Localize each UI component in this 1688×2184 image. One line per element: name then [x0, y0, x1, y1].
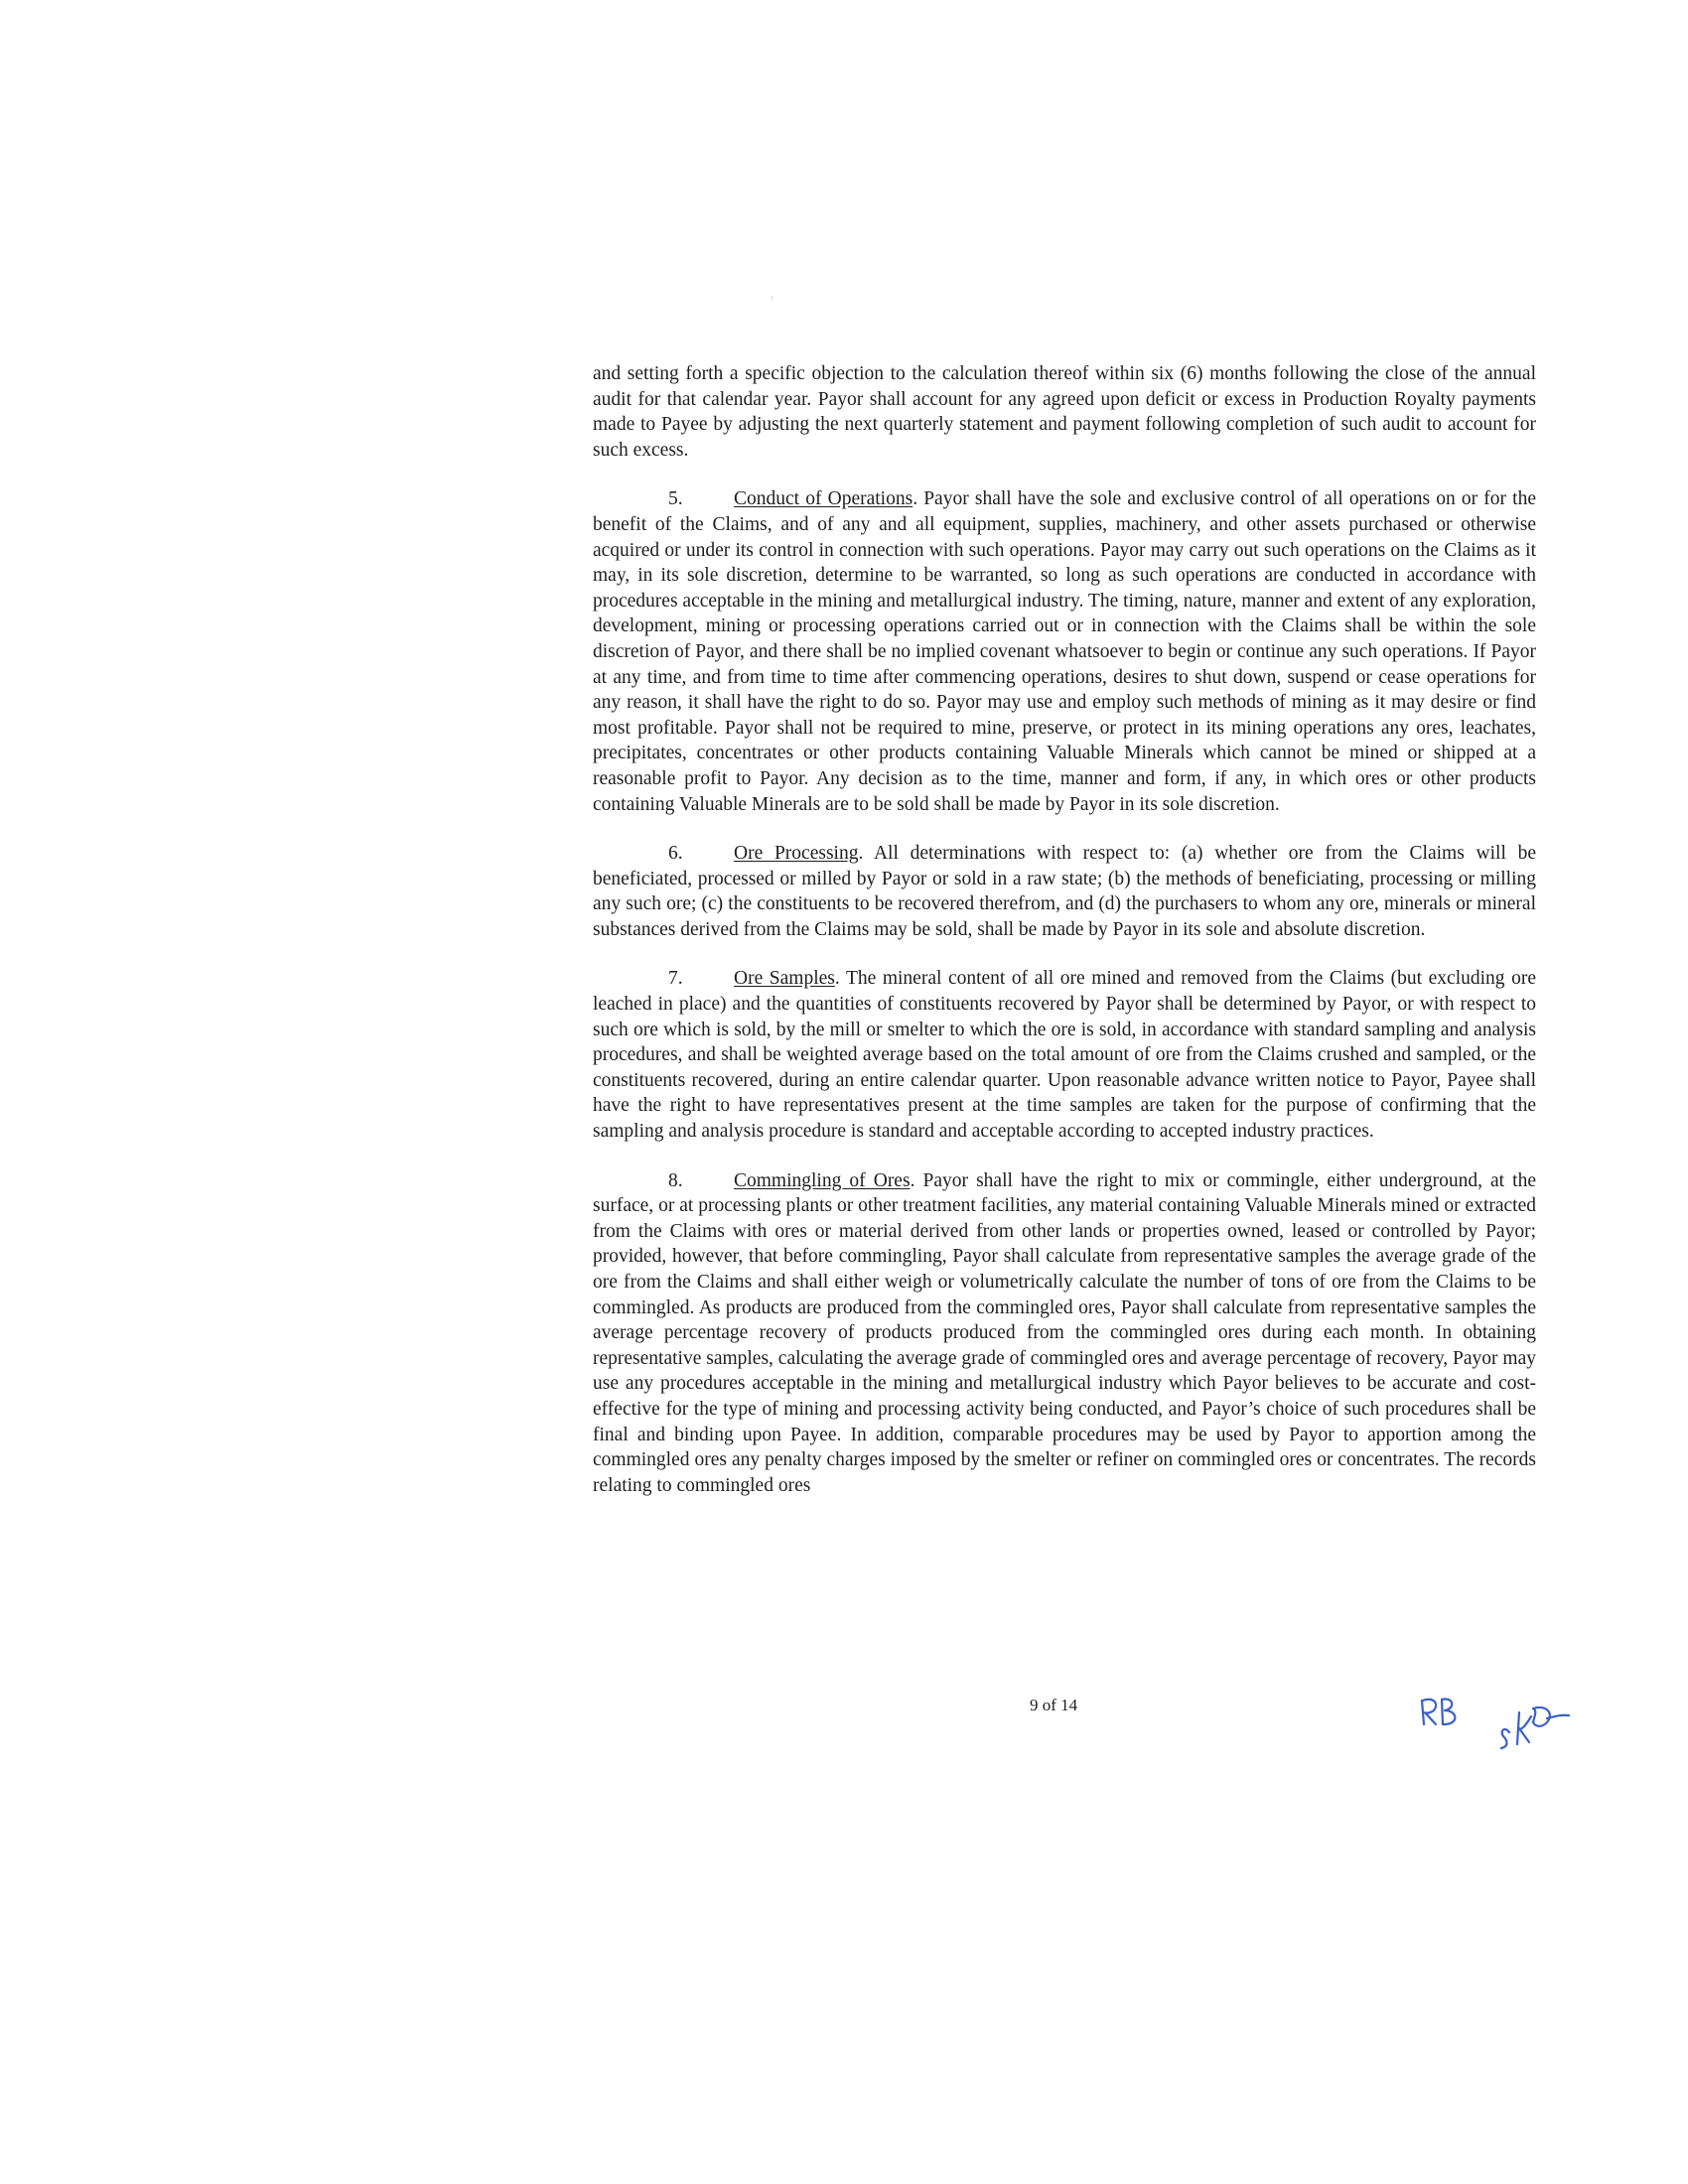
section-number: 6.: [668, 843, 683, 865]
section-heading: Conduct of Operations: [734, 488, 914, 510]
section-body: . Payor shall have the sole and exclusive control of all operations on or for the benefit of the Claims, and of any and all equipment, supplies, machinery, and other assets purchased or otherwise acquired or under its control in connection with such operations. Payor may carry out such operations on the Claims as it may, in its sole discretion, determine to be warranted, so long as such operations are conducted in accordance with procedures acceptable in the mining and metallurgical industry. The timing, nature, manner and extent of any exploration, development, mining or processing operations carried out or in connection with the Claims shall be within the sole discretion of Payor, and there shall be no implied covenant whatsoever to begin or continue any such operations. If Payor at any time, and from time to time after commencing operations, desires to shut down, suspend or cease operations for any reason, it shall have the right to do so. Payor may use and employ such methods of mining as it may desire or find most profitable. Payor shall not be required to mine, preserve, or protect in its mining operations any ores, leachates, precipitates, concentrates or other products containing Valuable Minerals which cannot be mined or shipped at a reasonable profit to Payor. Any decision as to the time, manner and form, if any, in which ores or other products containing Valuable Minerals are to be sold shall be made by Payor in its sole discretion.: [593, 488, 1536, 815]
section-number: 8.: [668, 1169, 683, 1191]
section-body: . The mineral content of all ore mined and removed from the Claims (but excluding ore leached in place) and the quantities of constituents recovered by Payor shall be determined by Payor, or with respect to such ore which is sold, by the mill or smelter to which the ore is sold, in accordance with standard sampling and analysis procedures, and shall be weighted average based on the total amount of ore from the Claims crushed and sampled, or the constituents recovered, during an entire calendar quarter. Upon reasonable advance written notice to Payor, Payee shall have the right to have representatives present at the time samples are taken for the purpose of confirming that the sampling and analysis procedure is standard and acceptable according to accepted industry practices.: [593, 968, 1536, 1143]
section-8: [593, 1168, 1536, 1499]
initials-signature-icon: [1410, 1683, 1609, 1762]
scan-mark: [772, 296, 773, 300]
continued-paragraph: and setting forth a specific objection to the calculation thereof within six (6) months following the close of the annual audit for that calendar year. Payor shall account for any agreed upon deficit or excess in Production Royalty payments made to Payee by adjusting the next quarterly statement and payment following completion of such audit to account for such excess.: [593, 363, 1536, 461]
section-body: . All determinations with respect to: (a) whether ore from the Claims will be beneficiated, processed or milled by Payor or sold in a raw state; (b) the methods of beneficiating, processing or milling any such ore; (c) the constituents to be recovered therefrom, and (d) the purchasers to whom any ore, minerals or mineral substances derived from the Claims may be sold, shall be made by Payor in its sole and absolute discretion.: [593, 843, 1536, 940]
body-text: [593, 361, 1536, 1522]
handwritten-initials: [1410, 1683, 1609, 1762]
section-heading: Commingling of Ores: [734, 1169, 911, 1191]
page-number: 9 of 14: [1030, 1696, 1078, 1714]
section-body: . Payor shall have the right to mix or commingle, either underground, at the surface, or at processing plants or other treatment facilities, any material containing Valuable Minerals mined or extracted from the Claims with ores or material derived from other lands or properties owned, leased or controlled by Payor; provided, however, that before commingling, Payor shall calculate from representative samples the average grade of the ore from the Claims and shall either weigh or volumetrically calculate the number of tons of ore from the Claims to be commingled. As products are produced from the commingled ores, Payor shall calculate from representative samples the average percentage recovery of products produced from the commingled ores during each month. In obtaining representative samples, calculating the average grade of commingled ores and average percentage of recovery, Payor may use any procedures acceptable in the mining and metallurgical industry which Payor believes to be accurate and cost-effective for the type of mining and processing activity being conducted, and Payor’s choice of such procedures shall be final and binding upon Payee. In addition, comparable procedures may be used by Payor to apportion among the commingled ores any penalty charges imposed by the smelter or refiner on commingled ores or concentrates. The records relating to commingled ores: [593, 1169, 1536, 1496]
section-number: 5.: [668, 488, 683, 510]
section-number: 7.: [668, 968, 683, 990]
section-6: [593, 841, 1536, 942]
section-heading: Ore Samples: [734, 968, 835, 990]
section-5: [593, 486, 1536, 817]
section-heading: Ore Processing: [734, 843, 859, 865]
section-7: [593, 966, 1536, 1144]
